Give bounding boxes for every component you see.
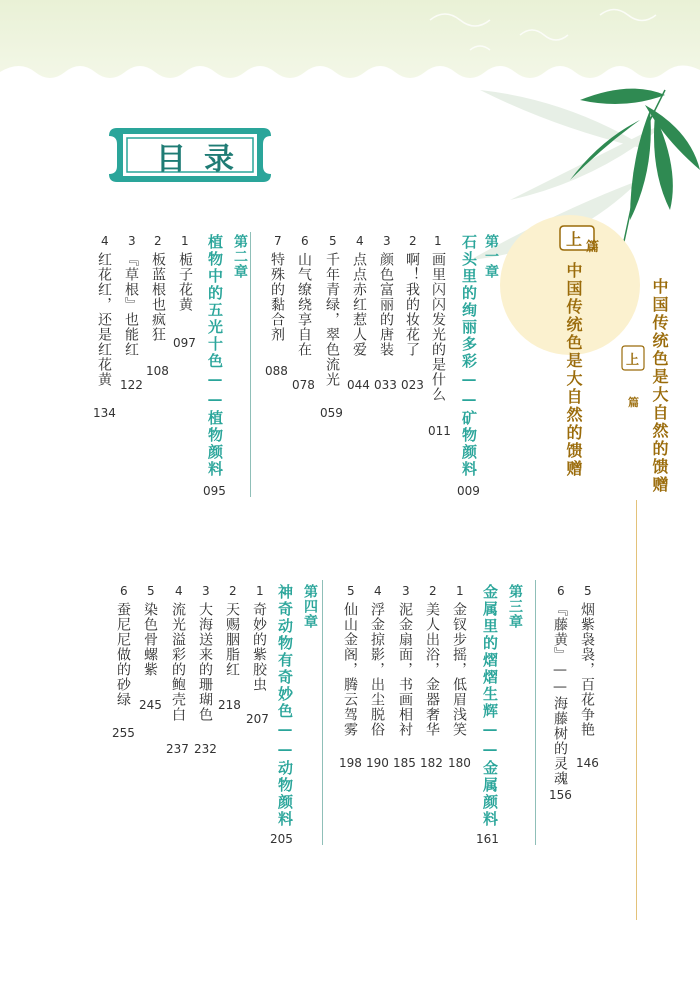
entry-title[interactable]: 山气缭绕享自在: [296, 252, 312, 357]
entry-title[interactable]: 『藤黄』——海藤树的灵魂: [552, 602, 568, 786]
entry-title[interactable]: 画里闪闪发光的是什么: [430, 252, 446, 402]
entry-title[interactable]: 点点赤红惹人爱: [351, 252, 367, 357]
entry-number: 5: [347, 584, 355, 598]
entry-title[interactable]: 啊！我的妆花了: [404, 252, 420, 357]
entry-title[interactable]: 泥金扇面，书画相衬: [397, 602, 413, 737]
chapter-3-page: 161: [476, 832, 499, 846]
entry-page: 097: [173, 336, 196, 350]
entry-title[interactable]: 仙山金阁，腾云驾雾: [342, 602, 358, 737]
entry-number: 3: [128, 234, 136, 248]
chapter-2-page: 095: [203, 484, 226, 498]
entry-number: 4: [374, 584, 382, 598]
entry-page: 134: [93, 406, 116, 420]
chapter-4-label: 第四章: [302, 584, 318, 629]
part-title: 中国传统色是大自然的馈赠: [564, 262, 583, 478]
chapter-1-page: 009: [457, 484, 480, 498]
entry-page: 059: [320, 406, 343, 420]
entry-number: 4: [356, 234, 364, 248]
entry-number: 4: [175, 584, 183, 598]
entry-number: 3: [202, 584, 210, 598]
entry-page: 185: [393, 756, 416, 770]
entry-number: 4: [101, 234, 109, 248]
entry-title[interactable]: 蚕尼尼做的砂绿: [115, 602, 131, 707]
entry-number: 7: [274, 234, 282, 248]
entry-page: 190: [366, 756, 389, 770]
entry-title[interactable]: 烟紫袅袅，百花争艳: [579, 602, 595, 737]
entry-page: 146: [576, 756, 599, 770]
side-title: 中国传统色是大自然的馈赠: [650, 278, 669, 494]
entry-page: 108: [146, 364, 169, 378]
part-badge-bottom: 篇: [586, 240, 600, 255]
entry-number: 6: [557, 584, 565, 598]
entry-number: 5: [584, 584, 592, 598]
entry-number: 1: [181, 234, 189, 248]
chapter-divider: [322, 580, 323, 845]
entry-title[interactable]: 颜色富丽的唐装: [378, 252, 394, 357]
entry-page: 207: [246, 712, 269, 726]
entry-page: 180: [448, 756, 471, 770]
chapter-divider: [250, 232, 251, 497]
entry-page: 182: [420, 756, 443, 770]
side-divider: [636, 500, 637, 920]
entry-page: 044: [347, 378, 370, 392]
entry-title[interactable]: 金钗步摇，低眉浅笑: [451, 602, 467, 737]
chapter-2-label: 第二章: [232, 234, 248, 279]
chapter-divider: [535, 580, 536, 845]
entry-title[interactable]: 流光溢彩的鲍壳白: [170, 602, 186, 722]
entry-title[interactable]: 特殊的黏合剂: [269, 252, 285, 342]
page-title: 目录: [156, 142, 252, 177]
part-badge-top: 上: [566, 230, 583, 249]
chapter-1-title[interactable]: 石头里的绚丽多彩——矿物颜料: [460, 234, 478, 478]
entry-page: 078: [292, 378, 315, 392]
entry-title[interactable]: 『草根』也能红: [123, 252, 139, 357]
chapter-3-label: 第三章: [507, 584, 523, 629]
entry-page: 088: [265, 364, 288, 378]
chapter-4-title[interactable]: 神奇动物有奇妙色——动物颜料: [276, 584, 294, 828]
entry-page: 122: [120, 378, 143, 392]
entry-title[interactable]: 浮金掠影，出尘脱俗: [369, 602, 385, 737]
entry-page: 245: [139, 698, 162, 712]
side-badge-top: 上: [626, 353, 640, 368]
entry-number: 1: [434, 234, 442, 248]
entry-page: 255: [112, 726, 135, 740]
entry-number: 1: [456, 584, 464, 598]
entry-number: 1: [256, 584, 264, 598]
chapter-1-label: 第一章: [483, 234, 499, 279]
entry-title[interactable]: 栀子花黄: [177, 252, 193, 312]
entry-title[interactable]: 染色骨螺紫: [142, 602, 158, 677]
entry-number: 2: [229, 584, 237, 598]
entry-number: 5: [147, 584, 155, 598]
entry-page: 011: [428, 424, 451, 438]
entry-page: 218: [218, 698, 241, 712]
entry-page: 198: [339, 756, 362, 770]
entry-title[interactable]: 美人出浴，金器奢华: [424, 602, 440, 737]
entry-page: 237: [166, 742, 189, 756]
entry-page: 023: [401, 378, 424, 392]
entry-page: 232: [194, 742, 217, 756]
entry-title[interactable]: 大海送来的珊瑚色: [197, 602, 213, 722]
entry-number: 6: [301, 234, 309, 248]
entry-number: 2: [429, 584, 437, 598]
entry-title[interactable]: 板蓝根也疯狂: [150, 252, 166, 342]
entry-number: 3: [402, 584, 410, 598]
chapter-4-page: 205: [270, 832, 293, 846]
side-badge-bottom: 篇: [628, 396, 639, 409]
entry-page: 156: [549, 788, 572, 802]
entry-title[interactable]: 奇妙的紫胶虫: [251, 602, 267, 692]
entry-number: 3: [383, 234, 391, 248]
entry-title[interactable]: 天赐胭脂红: [224, 602, 240, 677]
entry-title[interactable]: 千年青绿，翠色流光: [324, 252, 340, 387]
entry-number: 2: [409, 234, 417, 248]
entry-title[interactable]: 红花红，还是红花黄: [96, 252, 112, 387]
chapter-3-title[interactable]: 金属里的熠熠生辉——金属颜料: [481, 584, 499, 828]
entry-number: 5: [329, 234, 337, 248]
entry-page: 033: [374, 378, 397, 392]
entry-number: 2: [154, 234, 162, 248]
chapter-2-title[interactable]: 植物中的五光十色——植物颜料: [206, 234, 224, 478]
entry-number: 6: [120, 584, 128, 598]
